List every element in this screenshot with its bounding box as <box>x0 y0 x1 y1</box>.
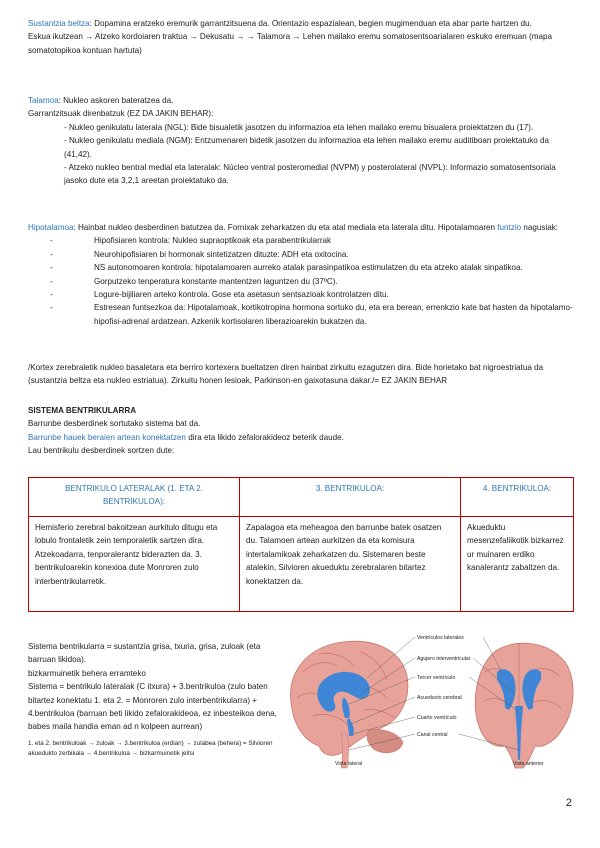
table-cell: Akueduktu mesenzefaliikotik bizkarrez ur muinaren erdiko kanalerantz zabaltzen da. <box>461 517 574 612</box>
figure-label: Cuarto ventrículo <box>417 715 457 721</box>
talamo-nuclei-list <box>64 121 576 188</box>
section-sistema-bentrikularra: SISTEMA BENTRIKULARRA Barrunbe desberdinek sortutako sistema bat da. Barrunbe hauek beraien artean konektatzen dira eta likido zefalorakideoz beterik daude. Lau bentrikulu desberdinek sortzen dute: <box>28 404 576 458</box>
brain-anterior-view <box>475 643 573 768</box>
table-header-cell: BENTRIKULO LATERALAK (1. ETA 2. BENTRIKULOA): <box>29 478 240 517</box>
table-header-row <box>29 478 574 517</box>
paragraph-sustantzia-beltza: Sustantzia beltza: Dopamina eratzeko eremurik garrantzitsuena da. Orientazio espazialean, begien mugimenduan eta abar parte hartzen du. Eskua ikutzean → Atzeko kordoiaren traktua → Dekusatu → → Talamora → Lehen mailako eremu somatosentsoarialaren eskuko eremuan (mapa somatotopikoa kontuan hartuta) <box>28 19 552 55</box>
table-header-cell: 4. BENTRIKULOA: <box>461 478 574 517</box>
list-item: - NS autonomoaren kontrola: hipotalamoaren aurreko atalak parasinpatikoa estimulatzen du eta atzeko atalak sinpatikoa. <box>28 261 576 274</box>
sensory-pathway-text: Eskua ikutzean → Atzeko kordoiaren traktua → Dekusatu → → Talamora → Lehen mailako eremu somatosentsoarialaren eskuko eremuan (mapa somatotopikoa kontuan hartuta) <box>28 32 552 55</box>
section-talamoa: Talamoa: Nukleo askoren bateratzea da. Garrantzitsuak direnbatzuk (EZ DA JAKIN BEHAR): - Nukleo genikulatu laterala (NGL): Bide bisualetik jasotzen du informazioa eta lehen mailako eremu bisualera proiektatzen du (17). - Nukleo genikulatu mediala (NGM): Entzumenaren bidetik jasotzen du informazioa eta lehen mailako eremu auditiboan proiektatuko da (41,42). - Atzeko nukleo bentral medial eta lateralak: Núcleo ventral posteromedial (NVPM) y posterolateral (NVPL): Informazio somatosentsoriala jasoko dute eta 3,2,1 areetan proiektatuko da. <box>28 94 576 188</box>
figure-caption-right: Vista anterior <box>513 761 544 767</box>
ventricles-table <box>28 477 574 612</box>
list-item: - Logure-bijiliaren arteko kontrola. Gose eta asetasun sentsazioak kontrolatzen ditu. <box>28 288 576 301</box>
figure-label: Canal central <box>417 732 448 738</box>
ventricles-figure <box>283 632 579 770</box>
page-number: 2 <box>565 797 572 809</box>
table-row <box>29 517 574 612</box>
csf-flow-note: 1. eta 2. bentrikuloak → zuloak → 3.bentrikuloa (erdian) → zulabea (behera) = Silvioren akuedukto zerbikala → 4.bentrikuloa → bizkarmuinetik jeitsi <box>28 739 273 758</box>
term-talamoa: Talamoa <box>28 96 59 105</box>
list-item: - Hipofisiaren kontrola: Nukleo supraoptikoak eta parabentrikularrak <box>28 234 576 247</box>
figure-caption-left: Vista lateral <box>335 761 363 767</box>
table-cell: Zapalagoa eta meheagoa den barrunbe batek osatzen du. Talamoen artean aurkitzen da eta komisura intertalamikoak zeharkatzen du. Sistemaren beste atalekin, Silvioren akueduktu zerebralaren bitartez konektatzen da. <box>240 517 461 612</box>
list-item: - Atzeko nukleo bentral medial eta lateralak: Núcleo ventral posteromedial (NVPM) y posterolateral (NVPL): Informazio somatosentsoriala jasoko dute eta 3,2,1 areetan proiektatuko da. <box>64 163 556 186</box>
list-item: - Gorputzeko tenperatura konstante mantentzen laguntzen du (37ºC). <box>28 275 576 288</box>
section-heading: SISTEMA BENTRIKULARRA <box>28 406 137 415</box>
term-hipotalamoa: Hipotalamoa <box>28 223 74 232</box>
table-header-cell: 3. BENTRIKULOA: <box>240 478 461 517</box>
figure-label: Tercer ventrículo <box>417 675 456 681</box>
brain-lateral-view <box>291 641 408 768</box>
list-item: - Neurohipofisiaren bi hormonak sintetizatzen dituzte: ADH eta oxitocina. <box>28 248 576 261</box>
kortex-note: /Kortex zerebraletik nukleo basaletara eta berriro kortexera bueltatzen diren hainbat zirkuitu ezagutzen dira. Bide horietako bat nigroestriatua da (sustantzia beltza eta nukleo estriatua). Zirkuitu honen lesioak, Parkinson-en gaixotasuna dakar./= EZ JAKIN BEHAR <box>28 363 544 386</box>
list-item: - Nukleo genikulatu laterala (NGL): Bide bisualetik jasotzen du informazioa eta lehen mailako eremu bisualera proiektatzen du (17). <box>64 122 534 132</box>
figure-label: Ventrículos laterales <box>417 635 464 641</box>
list-item: - Nukleo genikulatu mediala (NGM): Entzumenaren bidetik jasotzen du informazioa eta lehen mailako eremu auditiboan proiektatuko da (41,42). <box>64 136 549 159</box>
figure-label: Agujero interventricular <box>417 656 471 662</box>
list-item: - Estresean funtsezkoa da: Hipotalamoak, kortikotropina hormona sortuko du, eta era berean, errenkzio kate bat hasten da hipotalamo-hipofisi-adrenal ardatzean. Azkenik kortisolaren liberazioarekin bukatzen da. <box>28 301 576 328</box>
section-hipotalamoa: Hipotalamoa: Hainbat nukleo desberdinen batutzea da. Fornixak zeharkatzen du eta atal mediala eta laterala ditu. Hipotalamoaren funtzio nagusiak: - Hipofisiaren kontrola: Nukleo supraoptikoak eta parabentrikularrak - Neurohipofisiaren bi hormonak sintetizatzen dituzte: ADH eta oxitocina. - NS autonomoaren kontrola: hipotalamoaren aurreko atalak parasinpatikoa estimulatzen du eta atzeko atalak sinpatikoa. - Gorputzeko tenperatura konstante mantentzen laguntzen du (37ºC). - Logure-bijiliaren arteko kontrola. Gose eta asetasun sentsazioak kontrolatzen ditu. - Estresean funtsezkoa da: Hipotalamoak, kortikotropina hormona sortuko du, eta era berean, errenkzio kate bat hasten da hipotalamo-hipofisi-adrenal ardatzean. Azkenik kortisolaren liberazioarekin bukatzen da. <box>28 221 576 328</box>
table-cell: Hemisferio zerebral bakoitzean aurkitulo ditugu eta lobulo frontaletik zein temporaletik sartzen dira. Atzekoadarra, tenporalerantz biderazten da. 3. bentrikuloarekin konexioa dute Monroren zulo interbentrikularretik. <box>29 517 240 612</box>
term-sustantzia-beltza: Sustantzia beltza <box>28 19 90 28</box>
hipotalamo-functions-list <box>28 234 576 328</box>
ventricular-summary-notes: Sistema bentrikularra = sustantzia grisa, txuria, grisa, zuloak (eta barruan likidoa). bizkarmuinetik behera erramteko Sistema = bentrikulo lateralak (C itxura) + 3.bentrikuloa (zulo baten bitartez konektatu 1. eta 2. = Monroren zulo interbentrikularra) + 4.bentrikuloa (barruan beti likido zefalorakideoa, ez inbesteikoa dena, babes maila handia eman ad n kolpeen aurrean) 1. eta 2. bentrikuloak → zuloak → 3.bentrikuloa (erdian) → zulabea (behera) = Silvioren akuedukto zerbikala → 4.bentrikuloa → bizkarmuinetik jeitsi <box>28 640 280 760</box>
figure-label: Acueducto cerebral <box>417 695 462 701</box>
